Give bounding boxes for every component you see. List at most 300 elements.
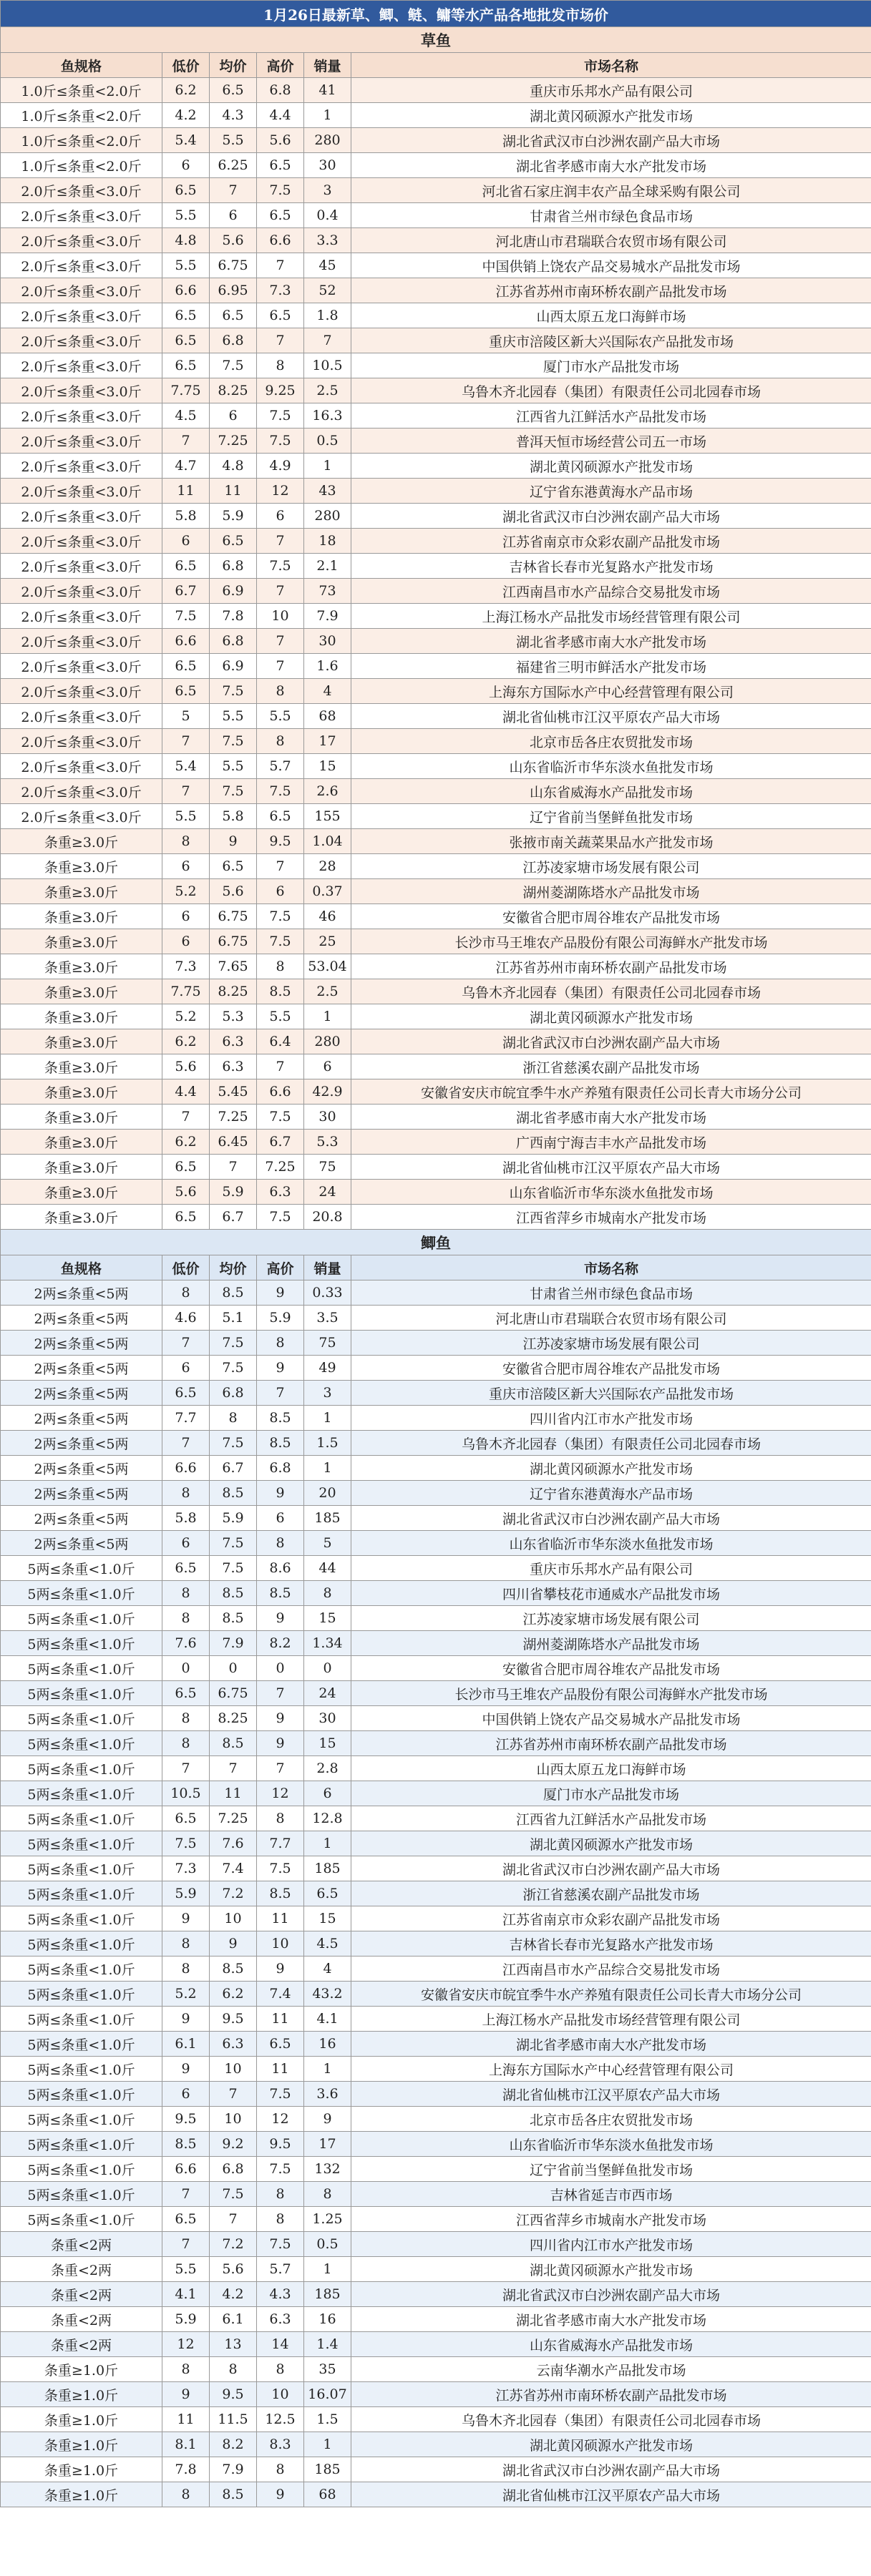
cell-high-price: 6.4 [257, 1029, 304, 1054]
cell-low-price: 5.5 [162, 2257, 210, 2282]
cell-spec: 5两≤条重<1.0斤 [1, 2132, 162, 2157]
table-row [1, 1105, 871, 1130]
table-row [1, 328, 871, 353]
col-header-market: 市场名称 [351, 1255, 871, 1280]
table-row [1, 1806, 871, 1831]
cell-market: 中国供销上饶农产品交易城水产品批发市场 [351, 253, 871, 278]
cell-low-price: 6 [162, 529, 210, 554]
cell-low-price: 6.5 [162, 2207, 210, 2232]
cell-low-price: 5.5 [162, 253, 210, 278]
cell-high-price: 6.5 [257, 303, 304, 328]
cell-spec: 1.0斤≤条重<2.0斤 [1, 78, 162, 103]
cell-spec: 2两≤条重<5两 [1, 1481, 162, 1506]
cell-volume: 1.04 [304, 829, 351, 854]
cell-avg-price: 11.5 [210, 2407, 257, 2432]
table-row [1, 1706, 871, 1731]
table-row [1, 2257, 871, 2282]
cell-avg-price: 7.5 [210, 1356, 257, 1381]
cell-market: 湖北省仙桃市江汉平原农产品大市场 [351, 2482, 871, 2507]
cell-low-price: 6.6 [162, 1456, 210, 1481]
cell-volume: 0.4 [304, 203, 351, 228]
cell-market: 江苏省苏州市南环桥农副产品批发市场 [351, 1731, 871, 1756]
cell-avg-price: 7.5 [210, 1556, 257, 1581]
table-row [1, 2032, 871, 2057]
cell-volume: 73 [304, 579, 351, 604]
cell-volume: 3 [304, 1381, 351, 1406]
cell-spec: 2.0斤≤条重<3.0斤 [1, 754, 162, 779]
table-row [1, 2157, 871, 2182]
cell-volume: 1 [304, 454, 351, 479]
cell-spec: 2.0斤≤条重<3.0斤 [1, 679, 162, 704]
cell-spec: 5两≤条重<1.0斤 [1, 1831, 162, 1856]
cell-volume: 68 [304, 704, 351, 729]
cell-spec: 2.0斤≤条重<3.0斤 [1, 554, 162, 579]
table-row [1, 1381, 871, 1406]
cell-high-price: 10 [257, 1931, 304, 1957]
cell-spec: 条重≥1.0斤 [1, 2382, 162, 2407]
cell-volume: 4 [304, 1957, 351, 1982]
cell-high-price: 6.5 [257, 203, 304, 228]
table-row [1, 754, 871, 779]
table-row [1, 1079, 871, 1105]
cell-volume: 18 [304, 529, 351, 554]
table-row [1, 1581, 871, 1606]
cell-low-price: 7.7 [162, 1406, 210, 1431]
cell-volume: 35 [304, 2357, 351, 2382]
cell-spec: 2.0斤≤条重<3.0斤 [1, 328, 162, 353]
cell-high-price: 6.6 [257, 228, 304, 253]
cell-volume: 12.8 [304, 1806, 351, 1831]
cell-volume: 2.8 [304, 1756, 351, 1781]
cell-low-price: 6.5 [162, 554, 210, 579]
cell-avg-price: 5.9 [210, 1180, 257, 1205]
cell-spec: 5两≤条重<1.0斤 [1, 1656, 162, 1681]
cell-market: 江西省九江鲜活水产品批发市场 [351, 1806, 871, 1831]
cell-high-price: 8.6 [257, 1556, 304, 1581]
cell-high-price: 5.7 [257, 754, 304, 779]
cell-volume: 3.3 [304, 228, 351, 253]
cell-volume: 17 [304, 2132, 351, 2157]
col-header-high: 高价 [257, 53, 304, 78]
cell-market: 重庆市涪陵区新大兴国际农产品批发市场 [351, 1381, 871, 1406]
cell-high-price: 7 [257, 854, 304, 879]
cell-high-price: 7.5 [257, 2082, 304, 2107]
table-row [1, 1356, 871, 1381]
cell-avg-price: 7.8 [210, 604, 257, 629]
table-row [1, 253, 871, 278]
cell-high-price: 11 [257, 2007, 304, 2032]
cell-volume: 185 [304, 1856, 351, 1881]
cell-volume: 0.5 [304, 2232, 351, 2257]
cell-low-price: 7 [162, 428, 210, 454]
cell-low-price: 6.5 [162, 178, 210, 203]
cell-market: 湖州菱湖陈塔水产品批发市场 [351, 1631, 871, 1656]
table-row [1, 1906, 871, 1931]
cell-low-price: 5.5 [162, 203, 210, 228]
cell-spec: 5两≤条重<1.0斤 [1, 1982, 162, 2007]
cell-spec: 条重≥3.0斤 [1, 1105, 162, 1130]
cell-volume: 6.5 [304, 1881, 351, 1906]
cell-market: 上海江杨水产品批发市场经营管理有限公司 [351, 604, 871, 629]
col-header-avg: 均价 [210, 1255, 257, 1280]
cell-low-price: 8 [162, 1957, 210, 1982]
cell-market: 湖北黄冈硕源水产批发市场 [351, 1831, 871, 1856]
cell-volume: 43 [304, 479, 351, 504]
cell-volume: 15 [304, 1906, 351, 1931]
table-row [1, 1606, 871, 1631]
table-row [1, 779, 871, 804]
cell-volume: 1.25 [304, 2207, 351, 2232]
cell-market: 浙江省慈溪农副产品批发市场 [351, 1881, 871, 1906]
cell-market: 福建省三明市鲜活水产批发市场 [351, 654, 871, 679]
cell-spec: 2.0斤≤条重<3.0斤 [1, 403, 162, 428]
cell-spec: 2.0斤≤条重<3.0斤 [1, 353, 162, 378]
cell-volume: 132 [304, 2157, 351, 2182]
cell-volume: 0.5 [304, 428, 351, 454]
cell-market: 山东省威海水产品批发市场 [351, 2332, 871, 2357]
cell-spec: 2两≤条重<5两 [1, 1431, 162, 1456]
cell-market: 山西太原五龙口海鲜市场 [351, 303, 871, 328]
table-row [1, 1756, 871, 1781]
cell-volume: 15 [304, 754, 351, 779]
cell-high-price: 9 [257, 2482, 304, 2507]
cell-high-price: 7.5 [257, 904, 304, 929]
cell-low-price: 6.5 [162, 353, 210, 378]
cell-spec: 条重≥3.0斤 [1, 1180, 162, 1205]
cell-avg-price: 6.9 [210, 579, 257, 604]
cell-volume: 9 [304, 2107, 351, 2132]
cell-avg-price: 7.9 [210, 1631, 257, 1656]
cell-avg-price: 7.6 [210, 1831, 257, 1856]
cell-market: 江西南昌市水产品综合交易批发市场 [351, 579, 871, 604]
table-row [1, 1856, 871, 1881]
table-row [1, 403, 871, 428]
table-row [1, 353, 871, 378]
cell-avg-price: 7 [210, 2082, 257, 2107]
cell-spec: 5两≤条重<1.0斤 [1, 1806, 162, 1831]
cell-low-price: 8 [162, 1931, 210, 1957]
cell-market: 云南华潮水产品批发市场 [351, 2357, 871, 2382]
cell-spec: 5两≤条重<1.0斤 [1, 2057, 162, 2082]
cell-high-price: 6.7 [257, 1130, 304, 1155]
cell-high-price: 9 [257, 1957, 304, 1982]
cell-spec: 5两≤条重<1.0斤 [1, 1781, 162, 1806]
cell-low-price: 11 [162, 479, 210, 504]
cell-low-price: 6 [162, 1531, 210, 1556]
cell-market: 湖北省武汉市白沙洲农副产品大市场 [351, 504, 871, 529]
cell-volume: 16 [304, 2307, 351, 2332]
cell-volume: 155 [304, 804, 351, 829]
cell-market: 江苏省苏州市南环桥农副产品批发市场 [351, 954, 871, 979]
cell-low-price: 7.8 [162, 2457, 210, 2482]
cell-spec: 2.0斤≤条重<3.0斤 [1, 704, 162, 729]
table-row [1, 228, 871, 253]
cell-volume: 52 [304, 278, 351, 303]
cell-avg-price: 5.6 [210, 879, 257, 904]
table-row [1, 1506, 871, 1531]
cell-low-price: 5.5 [162, 804, 210, 829]
cell-avg-price: 6.8 [210, 328, 257, 353]
cell-avg-price: 9.5 [210, 2007, 257, 2032]
cell-high-price: 7.25 [257, 1155, 304, 1180]
cell-avg-price: 10 [210, 2057, 257, 2082]
cell-avg-price: 7.5 [210, 1331, 257, 1356]
cell-volume: 7 [304, 328, 351, 353]
cell-high-price: 7 [257, 654, 304, 679]
table-row [1, 1431, 871, 1456]
table-row [1, 504, 871, 529]
cell-market: 乌鲁木齐北园春（集团）有限责任公司北园春市场 [351, 979, 871, 1004]
col-header-spec: 鱼规格 [1, 53, 162, 78]
cell-volume: 24 [304, 1681, 351, 1706]
cell-low-price: 12 [162, 2332, 210, 2357]
cell-avg-price: 5.1 [210, 1306, 257, 1331]
cell-high-price: 6.3 [257, 2307, 304, 2332]
cell-market: 辽宁省前当堡鲜鱼批发市场 [351, 804, 871, 829]
cell-spec: 2.0斤≤条重<3.0斤 [1, 479, 162, 504]
cell-low-price: 5.2 [162, 879, 210, 904]
table-row [1, 2207, 871, 2232]
cell-volume: 15 [304, 1731, 351, 1756]
cell-volume: 3 [304, 178, 351, 203]
cell-low-price: 6.5 [162, 1681, 210, 1706]
cell-high-price: 7.5 [257, 1105, 304, 1130]
cell-high-price: 6.5 [257, 153, 304, 178]
cell-volume: 17 [304, 729, 351, 754]
cell-volume: 8 [304, 1581, 351, 1606]
cell-avg-price: 6 [210, 403, 257, 428]
table-row [1, 2407, 871, 2432]
cell-low-price: 6.7 [162, 579, 210, 604]
cell-avg-price: 10 [210, 1906, 257, 1931]
cell-spec: 5两≤条重<1.0斤 [1, 2107, 162, 2132]
cell-market: 吉林省延吉市西市场 [351, 2182, 871, 2207]
table-row [1, 303, 871, 328]
table-row [1, 1957, 871, 1982]
cell-market: 湖北黄冈硕源水产批发市场 [351, 2432, 871, 2457]
table-row [1, 1331, 871, 1356]
cell-avg-price: 8 [210, 1406, 257, 1431]
cell-spec: 2.0斤≤条重<3.0斤 [1, 504, 162, 529]
table-row [1, 2057, 871, 2082]
cell-low-price: 8.5 [162, 2132, 210, 2157]
cell-volume: 8 [304, 2182, 351, 2207]
cell-high-price: 8 [257, 353, 304, 378]
cell-high-price: 11 [257, 2057, 304, 2082]
cell-spec: 2.0斤≤条重<3.0斤 [1, 228, 162, 253]
cell-spec: 条重<2两 [1, 2232, 162, 2257]
cell-volume: 1.8 [304, 303, 351, 328]
cell-volume: 1.4 [304, 2332, 351, 2357]
cell-volume: 30 [304, 1706, 351, 1731]
cell-volume: 1 [304, 2257, 351, 2282]
cell-volume: 42.9 [304, 1079, 351, 1105]
table-row [1, 1681, 871, 1706]
section-title-crucian-carp: 鲫鱼 [1, 1230, 871, 1255]
cell-high-price: 8 [257, 2357, 304, 2382]
cell-spec: 条重≥3.0斤 [1, 829, 162, 854]
cell-spec: 条重≥3.0斤 [1, 1079, 162, 1105]
cell-market: 乌鲁木齐北园春（集团）有限责任公司北园春市场 [351, 1431, 871, 1456]
cell-high-price: 8.5 [257, 1406, 304, 1431]
table-row [1, 729, 871, 754]
cell-market: 湖北省孝感市南大水产批发市场 [351, 2307, 871, 2332]
cell-volume: 24 [304, 1180, 351, 1205]
cell-spec: 5两≤条重<1.0斤 [1, 2032, 162, 2057]
cell-avg-price: 8.25 [210, 979, 257, 1004]
cell-spec: 2两≤条重<5两 [1, 1456, 162, 1481]
cell-low-price: 4.1 [162, 2282, 210, 2307]
cell-high-price: 7.5 [257, 554, 304, 579]
cell-high-price: 9.5 [257, 2132, 304, 2157]
col-header-avg: 均价 [210, 53, 257, 78]
cell-spec: 5两≤条重<1.0斤 [1, 1881, 162, 1906]
cell-spec: 条重<2两 [1, 2282, 162, 2307]
cell-market: 江西省九江鲜活水产品批发市场 [351, 403, 871, 428]
table-row [1, 1004, 871, 1029]
cell-low-price: 9 [162, 1906, 210, 1931]
cell-avg-price: 6.95 [210, 278, 257, 303]
column-header-row [1, 53, 871, 78]
cell-high-price: 7.5 [257, 1856, 304, 1881]
cell-low-price: 4.2 [162, 103, 210, 128]
table-row [1, 604, 871, 629]
cell-low-price: 4.7 [162, 454, 210, 479]
cell-low-price: 4.8 [162, 228, 210, 253]
col-header-spec: 鱼规格 [1, 1255, 162, 1280]
cell-volume: 3.5 [304, 1306, 351, 1331]
table-row [1, 454, 871, 479]
cell-market: 湖北省仙桃市江汉平原农产品大市场 [351, 1155, 871, 1180]
cell-spec: 5两≤条重<1.0斤 [1, 1856, 162, 1881]
cell-market: 湖北省仙桃市江汉平原农产品大市场 [351, 2082, 871, 2107]
cell-avg-price: 6.1 [210, 2307, 257, 2332]
cell-market: 湖北黄冈硕源水产批发市场 [351, 2257, 871, 2282]
table-row [1, 879, 871, 904]
cell-low-price: 7.5 [162, 604, 210, 629]
cell-high-price: 5.5 [257, 1004, 304, 1029]
cell-high-price: 9 [257, 1731, 304, 1756]
cell-volume: 5.3 [304, 1130, 351, 1155]
table-row [1, 1155, 871, 1180]
column-header-row [1, 1255, 871, 1280]
table-row [1, 1456, 871, 1481]
cell-high-price: 7.5 [257, 403, 304, 428]
cell-avg-price: 6.45 [210, 1130, 257, 1155]
cell-avg-price: 13 [210, 2332, 257, 2357]
cell-low-price: 6 [162, 904, 210, 929]
cell-spec: 条重≥1.0斤 [1, 2482, 162, 2507]
cell-avg-price: 6.3 [210, 1054, 257, 1079]
cell-high-price: 5.5 [257, 704, 304, 729]
cell-high-price: 7 [257, 1054, 304, 1079]
cell-market: 湖北黄冈硕源水产批发市场 [351, 1004, 871, 1029]
cell-volume: 4 [304, 679, 351, 704]
table-row [1, 1881, 871, 1906]
cell-volume: 75 [304, 1155, 351, 1180]
cell-avg-price: 7.5 [210, 1431, 257, 1456]
cell-volume: 5 [304, 1531, 351, 1556]
cell-avg-price: 9 [210, 829, 257, 854]
cell-high-price: 8 [257, 2207, 304, 2232]
cell-avg-price: 6.2 [210, 1982, 257, 2007]
cell-low-price: 9.5 [162, 2107, 210, 2132]
cell-avg-price: 8.2 [210, 2432, 257, 2457]
cell-high-price: 14 [257, 2332, 304, 2357]
cell-market: 上海东方国际水产中心经营管理有限公司 [351, 2057, 871, 2082]
cell-market: 河北唐山市君瑞联合农贸市场有限公司 [351, 228, 871, 253]
cell-high-price: 5.7 [257, 2257, 304, 2282]
cell-low-price: 9 [162, 2382, 210, 2407]
cell-market: 湖州菱湖陈塔水产品批发市场 [351, 879, 871, 904]
table-row [1, 2482, 871, 2507]
table-row [1, 178, 871, 203]
cell-avg-price: 5.9 [210, 504, 257, 529]
table-row [1, 904, 871, 929]
cell-avg-price: 9.5 [210, 2382, 257, 2407]
cell-market: 湖北省武汉市白沙洲农副产品大市场 [351, 1506, 871, 1531]
cell-avg-price: 8.5 [210, 1957, 257, 1982]
cell-market: 江苏凌家塘市场发展有限公司 [351, 854, 871, 879]
table-row [1, 1831, 871, 1856]
cell-avg-price: 5.6 [210, 2257, 257, 2282]
table-row [1, 929, 871, 954]
table-row [1, 479, 871, 504]
cell-volume: 1.34 [304, 1631, 351, 1656]
cell-volume: 30 [304, 153, 351, 178]
table-row [1, 1931, 871, 1957]
cell-high-price: 8 [257, 954, 304, 979]
cell-spec: 条重≥3.0斤 [1, 954, 162, 979]
table-row [1, 203, 871, 228]
cell-avg-price: 5.3 [210, 1004, 257, 1029]
cell-low-price: 0 [162, 1656, 210, 1681]
table-row [1, 529, 871, 554]
cell-low-price: 8 [162, 2357, 210, 2382]
cell-volume: 30 [304, 1105, 351, 1130]
cell-low-price: 7 [162, 779, 210, 804]
cell-volume: 2.5 [304, 378, 351, 403]
table-row [1, 153, 871, 178]
cell-high-price: 4.9 [257, 454, 304, 479]
table-row [1, 1731, 871, 1756]
cell-volume: 0.37 [304, 879, 351, 904]
cell-avg-price: 7.5 [210, 729, 257, 754]
cell-volume: 28 [304, 854, 351, 879]
cell-high-price: 8 [257, 1331, 304, 1356]
cell-avg-price: 7.25 [210, 1806, 257, 1831]
cell-avg-price: 7.25 [210, 428, 257, 454]
cell-low-price: 4.4 [162, 1079, 210, 1105]
cell-spec: 2.0斤≤条重<3.0斤 [1, 203, 162, 228]
cell-high-price: 8 [257, 1531, 304, 1556]
cell-spec: 条重≥3.0斤 [1, 979, 162, 1004]
table-row [1, 1982, 871, 2007]
cell-market: 长沙市马王堆农产品股份有限公司海鲜水产批发市场 [351, 1681, 871, 1706]
table-row [1, 2007, 871, 2032]
cell-high-price: 5.9 [257, 1306, 304, 1331]
cell-avg-price: 4.3 [210, 103, 257, 128]
cell-avg-price: 8.25 [210, 378, 257, 403]
cell-high-price: 6 [257, 504, 304, 529]
cell-high-price: 7.5 [257, 779, 304, 804]
cell-spec: 条重≥1.0斤 [1, 2407, 162, 2432]
cell-low-price: 6.5 [162, 1155, 210, 1180]
cell-high-price: 7.5 [257, 178, 304, 203]
cell-low-price: 6.2 [162, 78, 210, 103]
cell-avg-price: 4.2 [210, 2282, 257, 2307]
cell-high-price: 8 [257, 1806, 304, 1831]
